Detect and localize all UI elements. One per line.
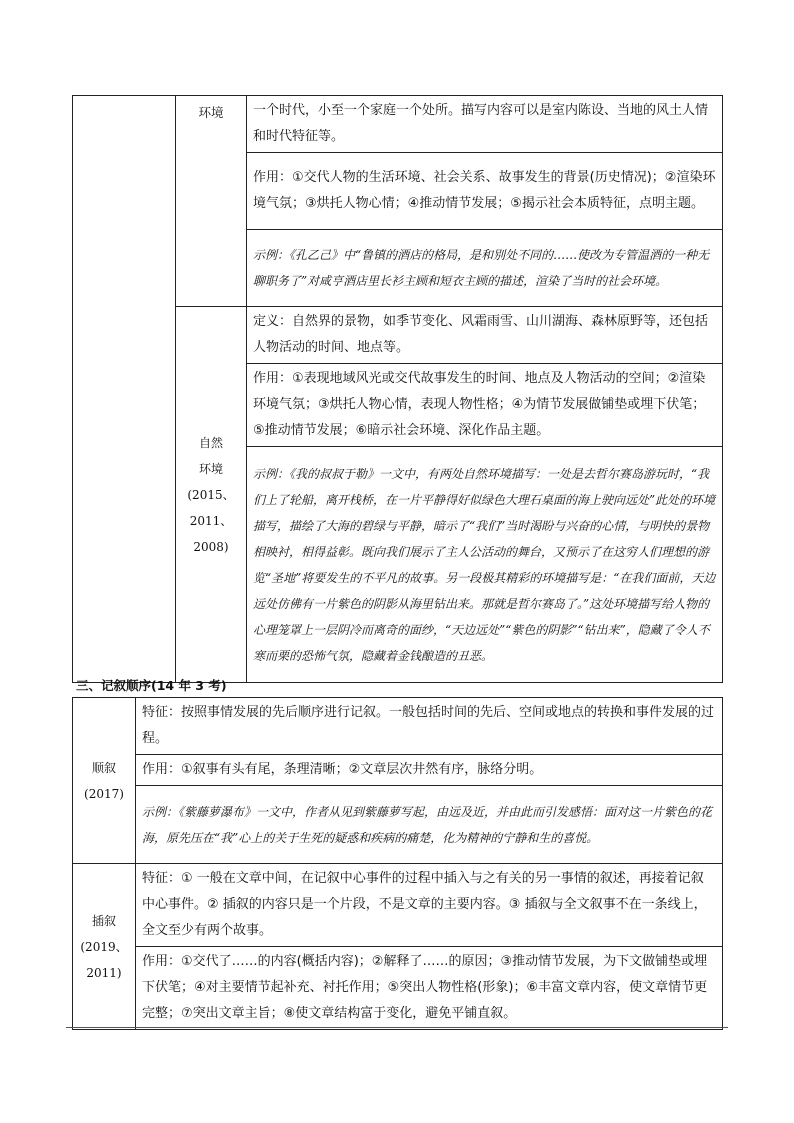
social-env-example: 示例：《孔乙己》中“鲁镇的酒店的格局，是和别处不同的……使改为专管温酒的一种无聊职务了”对咸亨酒店里长衫主顾和短衣主顾的描述，渲染了当时的社会环境。 [247, 230, 723, 307]
shunxu-example: 示例：《紫藤萝瀑布》一文中，作者从见到紫藤萝写起，由远及近，并由此而引发感悟：面对这一片紫色的花海，原先压在“我”心上的关于生死的疑惑和疾病的痛楚，化为精神的宁静和生的喜悦。 [136, 786, 723, 864]
chaxu-label-3: 2011) [86, 965, 122, 980]
social-env-label: 环境 [176, 96, 247, 307]
natural-env-example: 示例：《我的叔叔于勒》一文中，有两处自然环境描写：一处是去哲尔赛岛游玩时，“我们上了轮船，离开栈桥，在一片平静得好似绿色大理石桌面的海上驶向远处”此处的环境描写，描绘了大海的碧绿与平静，暗示了“我们”当时渴盼与兴奋的心情，与明快的景物相映衬，相得益彰。既向我们展示了主人公活动的舞台，又预示了在这穷人们理想的游览“圣地”将要发生的不平凡的故事。另一段极其精彩的环境描写是：“在我们面前，天边远处仿佛有一片紫色的阴影从海里钻出来。那就是哲尔赛岛了。”这处环境描写给人物的心理笼罩上一层阴冷而离奇的面纱，“天边远处”“紫色的阴影”“钻出来”，隐藏了令人不寒而栗的恐怖气氛，隐藏着金钱酿造的丑恶。 [247, 447, 723, 683]
section-title: 三、记叙顺序(14 年 3 考) [76, 678, 227, 693]
shunxu-function: 作用：①叙事有头有尾，条理清晰；②文章层次井然有序，脉络分明。 [136, 755, 723, 786]
natural-env-function: 作用：①表现地域风光或交代故事发生的时间、地点及人物活动的空间；②渲染环境气氛；③烘托人物心情，表现人物性格；④为情节发展做铺垫或埋下伏笔；⑤推动情节发展；⑥暗示社会环境、深化作品主题。 [247, 364, 723, 447]
environment-table [72, 95, 723, 683]
blank-category-cell [73, 96, 176, 683]
footer-divider [66, 1027, 728, 1028]
natural-env-label-5: 2008) [193, 539, 229, 554]
chaxu-feature: 特征：① 一般在文章中间，在记叙中心事件的过程中插入与之有关的另一事情的叙述，再接着记叙中心事件。② 插叙的内容只是一个片段，不是文章的主要内容。③ 插叙与全文叙事不在一条线上，全文至少有两个故事。 [136, 864, 723, 947]
social-env-function: 作用：①交代人物的生活环境、社会关系、故事发生的背景(历史情况)；②渲染环境气氛；③烘托人物心情；④推动情节发展；⑤揭示社会本质特征，点明主题。 [247, 153, 723, 230]
shunxu-feature: 特征：按照事情发展的先后顺序进行记叙。一般包括时间的先后、空间或地点的转换和事件发展的过程。 [136, 698, 723, 755]
chaxu-label [73, 864, 136, 1030]
social-env-definition: 一个时代，小至一个家庭一个处所。描写内容可以是室内陈设、当地的风土人情和时代特征等。 [247, 96, 723, 153]
shunxu-label [73, 698, 136, 864]
natural-env-label-3: (2015、 [187, 487, 235, 502]
chaxu-label-1: 插叙 [91, 913, 116, 928]
natural-env-label [176, 307, 247, 683]
natural-env-definition: 定义：自然界的景物，如季节变化、风霜雨雪、山川湖海、森林原野等，还包括人物活动的时间、地点等。 [247, 307, 723, 364]
chaxu-label-2: (2019、 [80, 939, 128, 954]
natural-env-label-4: 2011、 [189, 513, 233, 528]
natural-env-label-2: 环境 [198, 461, 223, 476]
chaxu-function: 作用：①交代了……的内容(概括内容)；②解释了……的原因；③推动情节发展，为下文做铺垫或埋下伏笔；④对主要情节起补充、衬托作用；⑤突出人物性格(形象)；⑥丰富文章内容，使文章情节更完整；⑦突出文章主旨；⑧使文章结构富于变化，避免平铺直叙。 [136, 947, 723, 1030]
narrative-order-table [72, 697, 723, 1030]
shunxu-label-2: (2017) [84, 786, 124, 801]
shunxu-label-1: 顺叙 [91, 760, 116, 775]
natural-env-label-1: 自然 [198, 435, 223, 450]
